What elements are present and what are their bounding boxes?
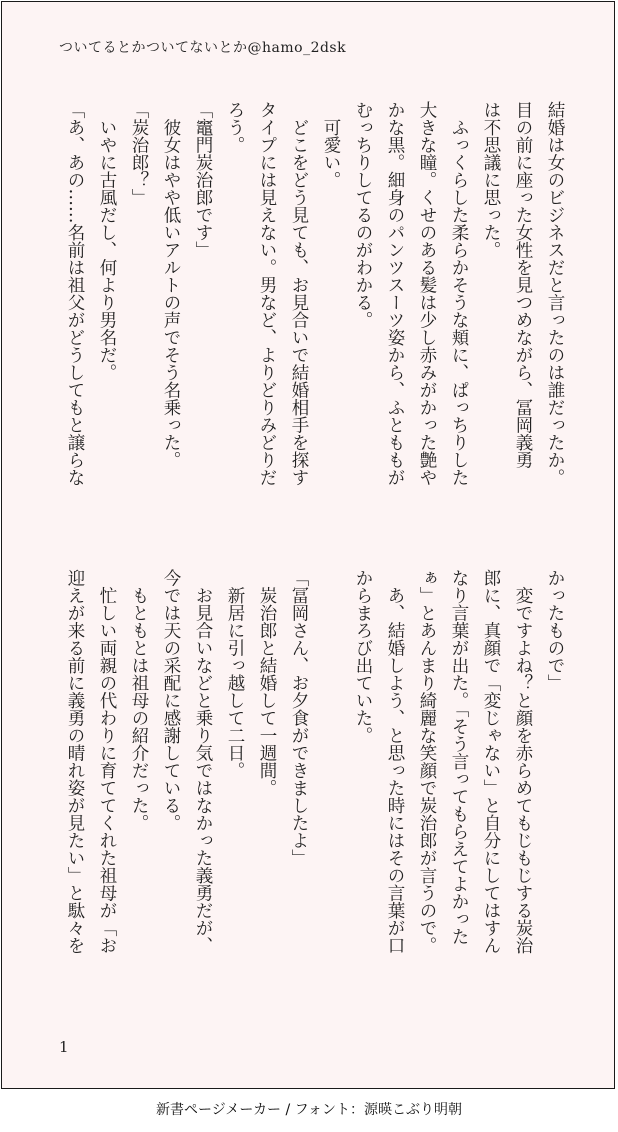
text-column: 大きな瞳。くせのある髪は少し赤みがかった艶や	[417, 101, 437, 486]
text-column: どこをどう見ても、お見合いで結婚相手を探す	[289, 101, 309, 486]
text-column: からまろび出ていた。	[353, 569, 373, 744]
text-column: 結婚は女のビジネスだと言ったのは誰だったか。	[545, 101, 565, 486]
text-column: 「炭治郎？」	[129, 101, 149, 206]
text-column	[315, 569, 347, 1009]
text-column: なり言葉が出た。「そう言ってもらえてよかった	[449, 569, 469, 946]
text-column: 迎えが来る前に義勇の晴れ姿が見たい」と駄々を	[65, 569, 85, 954]
text-column: ぁ」とあんまり綺麗な笑顔で炭治郎が言うので。	[417, 569, 437, 954]
text-column: お見合いなどと乗り気ではなかった義勇だが、	[193, 569, 213, 954]
text-column: あ、結婚しよう、と思った時にはその言葉が口	[385, 569, 405, 954]
text-column: 今では天の采配に感謝している。	[161, 569, 181, 832]
text-column: 「冨岡さん、お夕食ができましたよ」	[289, 569, 309, 867]
text-column: もともとは祖母の紹介だった。	[129, 569, 149, 832]
text-column: かったもので」	[545, 569, 565, 692]
text-column: 変ですよね？と顔を赤らめてもじもじする炭治	[513, 569, 533, 954]
text-column: いやに古風だし、何より男名だ。	[97, 101, 117, 381]
text-column: 炭治郎と結婚して一週間。	[257, 569, 277, 797]
footer-credit: 新書ページメーカー / フォント：源暎こぶり明朝	[156, 1102, 462, 1118]
text-column: ふっくらした柔らかそうな頬に、ぱっちりした	[449, 101, 469, 486]
text-column: 忙しい両親の代わりに育ててくれた祖母が「お	[97, 569, 117, 954]
text-column: ろう。	[225, 101, 245, 154]
text-column: は不思議に思った。	[481, 101, 501, 259]
text-column: 彼女はやや低いアルトの声でそう名乗った。	[161, 101, 181, 469]
text-column: かな黒。細身のパンツスーツ姿から、ふとももが	[385, 101, 405, 486]
text-column: 可愛い。	[321, 101, 341, 189]
text-column: 新居に引っ越して二日。	[225, 569, 245, 779]
text-column: 「竈門炭治郎です」	[193, 101, 213, 259]
header-title: ついてるとかついてないとか@hamo_2dsk	[59, 40, 347, 56]
page-number: 1	[59, 1038, 69, 1056]
text-column: 郎に、真顔で「変じゃない」と自分にしてはすん	[481, 569, 501, 954]
text-column: 目の前に座った女性を見つめながら、冨岡義勇	[513, 101, 533, 469]
text-column: 「あ、あの……名前は祖父がどうしてもと譲らな	[65, 101, 85, 486]
document-page	[1, 1, 615, 1089]
text-column: タイプには見えない。男など、よりどりみどりだ	[257, 101, 277, 486]
text-column: むっちりしてるのがわかる。	[353, 101, 373, 329]
